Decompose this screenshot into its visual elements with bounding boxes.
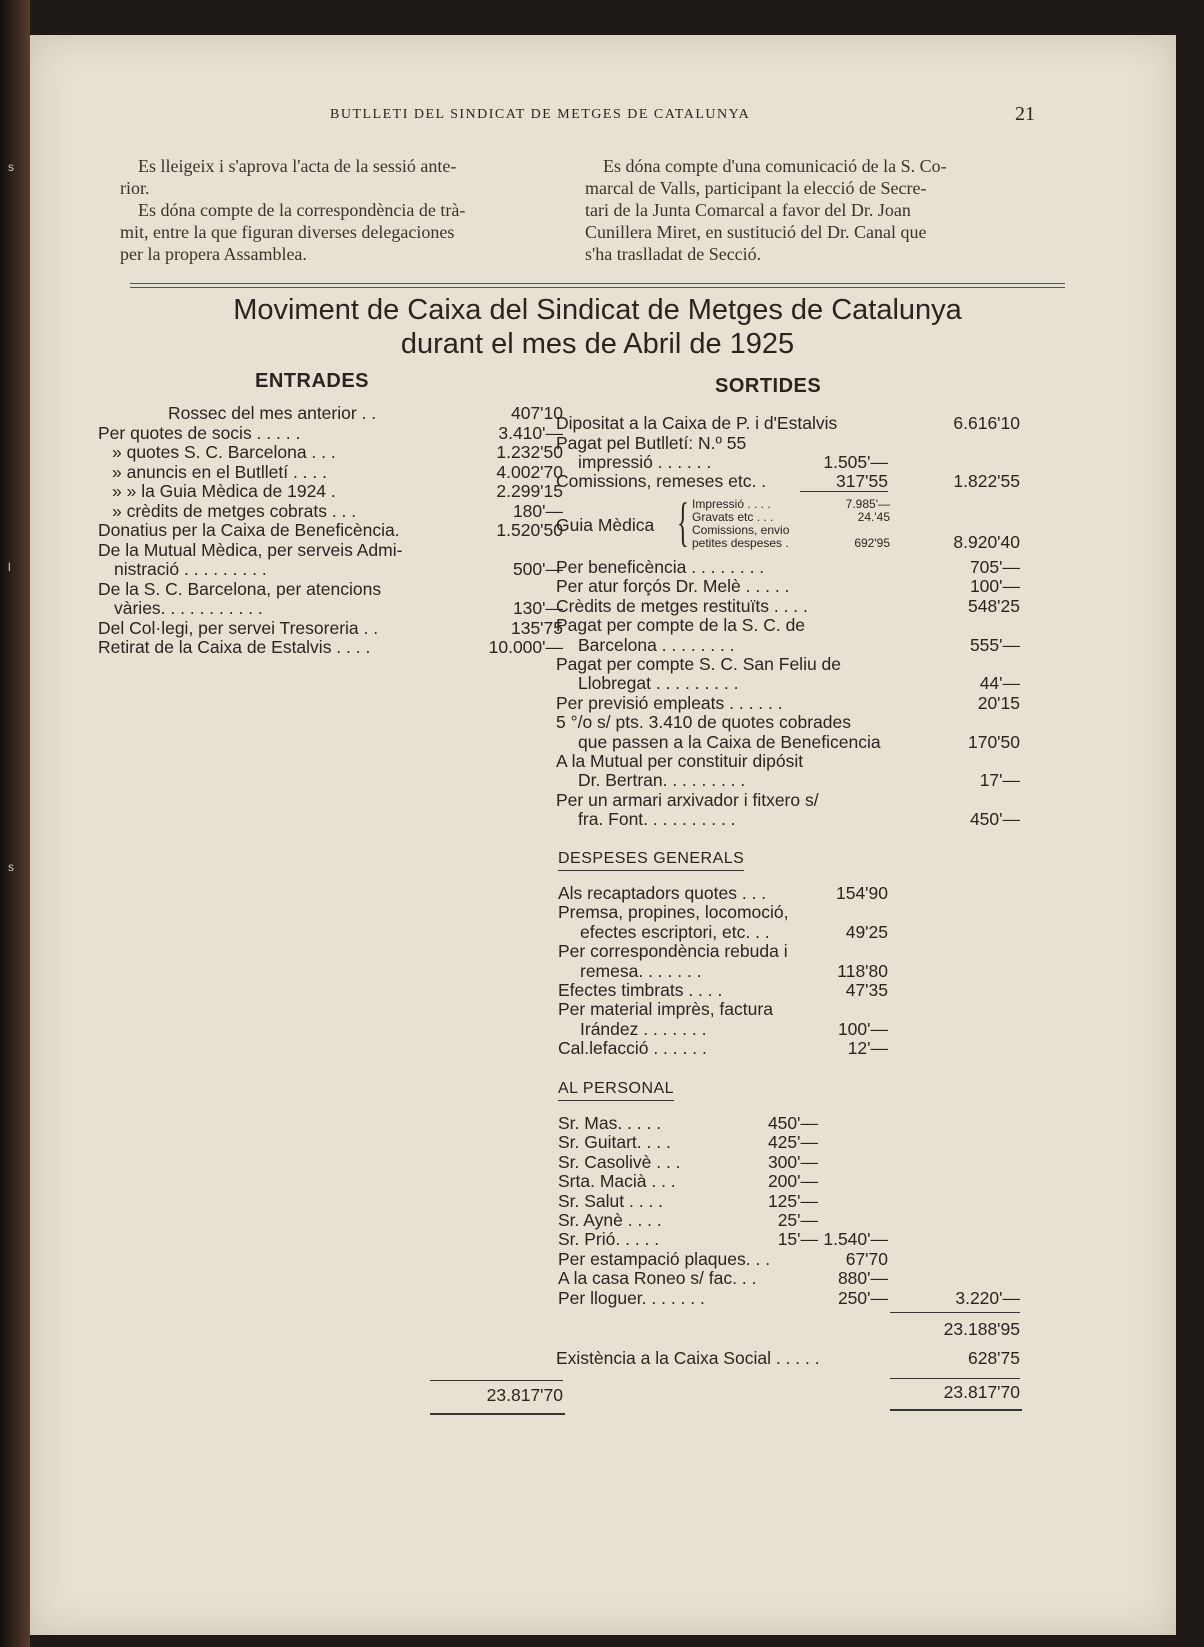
sortides-total: 23.817'70 bbox=[890, 1378, 1020, 1402]
despesa-label: Premsa, propines, locomoció, bbox=[558, 902, 789, 923]
entrada-label: Per quotes de socis . . . . . bbox=[98, 422, 301, 443]
divider-rule bbox=[130, 287, 1065, 288]
despesa-amount: 154'90 bbox=[835, 883, 888, 903]
sortida-label: Per un armari arxivador i fitxero s/ bbox=[556, 789, 819, 810]
book-binding bbox=[0, 0, 30, 1647]
personal-label: Sr. Guitart. . . . bbox=[558, 1132, 671, 1153]
sortida-label: A la Mutual per constituir dipósit bbox=[556, 751, 804, 771]
sortida-label: Per beneficència . . . . . . . . bbox=[556, 557, 765, 577]
entrada-amount: 130'— bbox=[512, 598, 563, 618]
entrada-label: Del Col·legi, per servei Tresoreria . . bbox=[98, 617, 379, 638]
total-rule bbox=[430, 1413, 565, 1415]
sortida-label: Per previsió empleats . . . . . . bbox=[556, 692, 783, 713]
personal-heading: AL PERSONAL bbox=[558, 1080, 674, 1101]
entrada-amount: 4.002'70 bbox=[496, 461, 563, 482]
despesa-amount: 49'25 bbox=[845, 921, 888, 942]
guia-item-amount: 692'95 bbox=[854, 536, 890, 550]
despesa-amount: 12'— bbox=[847, 1038, 888, 1059]
spine-fragment: s bbox=[8, 160, 14, 174]
entrada-amount: 500'— bbox=[512, 559, 563, 579]
sortida-label: Dr. Bertran. . . . . . . . . bbox=[578, 770, 746, 791]
despesa-label: Als recaptadors quotes . . . bbox=[558, 883, 767, 903]
personal-extra-mid: 67'70 bbox=[845, 1248, 888, 1269]
despesa-amount: 100'— bbox=[837, 1018, 888, 1039]
sortida-amount: 555'— bbox=[969, 634, 1020, 655]
entrada-label: » anuncis en el Butlletí . . . . bbox=[112, 461, 327, 482]
despesa-amount: 118'80 bbox=[837, 960, 888, 981]
entrada-amount: 2.299'15 bbox=[496, 481, 563, 501]
personal-extra-label: A la casa Roneo s/ fac. . . bbox=[558, 1268, 757, 1289]
sortida-amount: 1.822'55 bbox=[953, 471, 1020, 491]
despesa-label: remesa. . . . . . . bbox=[580, 960, 702, 981]
entrades-total: 23.817'70 bbox=[430, 1380, 563, 1405]
entrada-amount: 3.410'— bbox=[498, 422, 563, 443]
sortides-heading: SORTIDES bbox=[715, 375, 822, 397]
page-title: Moviment de Caixa del Sindicat de Metges de Catalunya durant el mes de Abril de 1925 bbox=[233, 294, 962, 360]
personal-extra-label: Per lloguer. . . . . . . bbox=[558, 1287, 705, 1308]
personal-amount: 300'— bbox=[767, 1151, 818, 1172]
sortida-amount: 44'— bbox=[979, 673, 1020, 694]
sortida-label: que passen a la Caixa de Beneficencia bbox=[578, 731, 881, 752]
despeses-heading: DESPESES GENERALS bbox=[558, 850, 744, 871]
total-rule bbox=[890, 1409, 1022, 1411]
personal-amount: 15'— bbox=[777, 1229, 818, 1250]
sortida-amount: 170'50 bbox=[967, 731, 1020, 752]
personal-extra-mid: 250'— bbox=[837, 1287, 888, 1308]
personal-label: Sr. Aynè . . . . bbox=[558, 1210, 662, 1230]
personal-label: Srta. Macià . . . bbox=[558, 1171, 676, 1192]
sortida-label: fra. Font. . . . . . . . . . bbox=[578, 809, 736, 830]
subtotal: 23.188'95 bbox=[943, 1319, 1020, 1339]
running-header: BUTLLETI DEL SINDICAT DE METGES DE CATALUNYA bbox=[330, 107, 751, 122]
entrada-label: nistració . . . . . . . . . bbox=[114, 559, 267, 579]
entrada-label: Retirat de la Caixa de Estalvis . . . . bbox=[98, 637, 371, 657]
guia-item: Gravats etc . . . bbox=[692, 510, 774, 524]
sortida-label: Crèdits de metges restituïts . . . . bbox=[556, 595, 808, 616]
entrada-label: Donatius per la Caixa de Beneficència. bbox=[98, 520, 400, 540]
despesa-amount: 47'35 bbox=[845, 980, 888, 1000]
guia-item: Impressió . . . . bbox=[692, 497, 771, 511]
sortida-amount: 450'— bbox=[969, 809, 1020, 830]
entrades-heading: ENTRADES bbox=[255, 370, 370, 392]
entrada-label: » quotes S. C. Barcelona . . . bbox=[112, 442, 336, 462]
divider-rule bbox=[130, 283, 1065, 284]
sortida-label: Comissions, remeses etc. . bbox=[556, 471, 767, 491]
sortida-label: 5 °/o s/ pts. 3.410 de quotes cobrades bbox=[556, 712, 851, 733]
entrada-amount: 1.232'50 bbox=[496, 442, 563, 462]
entrada-label: vàries. . . . . . . . . . . bbox=[114, 598, 263, 618]
sortida-label: Pagat per compte de la S. C. de bbox=[556, 615, 806, 636]
sortida-mid: 1.505'— bbox=[823, 452, 888, 472]
spine-fragment: l bbox=[8, 560, 11, 574]
personal-amount: 25'— bbox=[777, 1210, 818, 1230]
despesa-label: Irández . . . . . . . bbox=[580, 1018, 707, 1039]
personal-amount: 125'— bbox=[767, 1190, 818, 1211]
personal-extra-amount: 3.220'— bbox=[955, 1287, 1020, 1308]
personal-label: Sr. Salut . . . . bbox=[558, 1190, 664, 1211]
sortida-amount: 705'— bbox=[969, 557, 1020, 577]
guia-item-amount: 7.985'— bbox=[845, 497, 890, 511]
sortida-label: impressió . . . . . . bbox=[578, 452, 712, 472]
entrada-label: De la S. C. Barcelona, per atencions bbox=[98, 578, 382, 599]
entrada-amount: 180'— bbox=[512, 500, 563, 521]
sortida-label: Llobregat . . . . . . . . . bbox=[578, 673, 739, 694]
sortida-amount: 548'25 bbox=[967, 595, 1020, 616]
personal-label: Sr. Casolivè . . . bbox=[558, 1151, 681, 1172]
intro-left: Es lleigeix i s'aprova l'acta de la sessió ante- rior. Es dóna compte de la correspondència de trà- mit, entre la que figuran diverses delegaciones per la propera Assamblea. bbox=[120, 156, 466, 264]
sortida-label: Per atur forçós Dr. Melè . . . . . bbox=[556, 576, 790, 597]
entrada-amount: 1.520'50 bbox=[496, 520, 563, 540]
existencia-label: Existència a la Caixa Social . . . . . bbox=[556, 1348, 820, 1368]
sortida-label: Barcelona . . . . . . . . bbox=[578, 634, 735, 655]
entrada-label: » crèdits de metges cobrats . . . bbox=[112, 500, 357, 521]
document-page bbox=[30, 35, 1176, 1635]
entrada-label: De la Mutual Mèdica, per serveis Admi- bbox=[98, 539, 403, 560]
personal-amount: 450'— bbox=[767, 1113, 818, 1133]
entrada-amount: 135'75 bbox=[510, 617, 563, 638]
sortida-label: Pagat pel Butlletí: N.º 55 bbox=[556, 433, 747, 453]
personal-extra-label: Per estampació plaques. . . bbox=[558, 1248, 771, 1269]
guia-amount: 8.920'40 bbox=[953, 532, 1020, 552]
existencia-amount: 628'75 bbox=[967, 1348, 1020, 1368]
page-number: 21 bbox=[1015, 103, 1035, 125]
entrada-label: » » la Guia Mèdica de 1924 . bbox=[112, 481, 336, 501]
personal-extra-mid: 880'— bbox=[837, 1268, 888, 1289]
sortida-amount: 20'15 bbox=[977, 692, 1020, 713]
despesa-label: Per correspondència rebuda i bbox=[558, 941, 788, 962]
entrada-amount: 407'10 bbox=[510, 403, 563, 423]
entrada-amount: 10.000'— bbox=[488, 637, 563, 657]
despesa-label: Per material imprès, factura bbox=[558, 999, 773, 1020]
entrada-label: Rossec del mes anterior . . bbox=[168, 403, 377, 423]
intro-right: Es dóna compte d'una comunicació de la S. Co- marcal de Valls, participant la elecció de Secre- tari de la Junta Comarcal a favor del Dr. Joan Cunillera Miret, en sustitució del Dr. Canal que s'ha traslladat de Secció. bbox=[585, 156, 947, 264]
guia-item-amount: 24.'45 bbox=[857, 510, 890, 524]
sortida-amount: 6.616'10 bbox=[953, 413, 1020, 433]
personal-amount: 425'— bbox=[767, 1132, 818, 1153]
sortida-label: Pagat per compte S. C. San Feliu de bbox=[556, 654, 842, 674]
guia-item: petites despeses . bbox=[692, 536, 789, 550]
sortida-amount: 17'— bbox=[979, 770, 1020, 791]
guia-item: Comissions, envio bbox=[692, 523, 790, 537]
sortida-label: Dipositat a la Caixa de P. i d'Estalvis bbox=[556, 413, 838, 433]
personal-amount: 200'— bbox=[767, 1171, 818, 1192]
spine-fragment: s bbox=[8, 860, 14, 874]
personal-subtotal: 1.540'— bbox=[823, 1229, 888, 1250]
personal-label: Sr. Mas. . . . . bbox=[558, 1113, 662, 1133]
personal-label: Sr. Prió. . . . . bbox=[558, 1229, 660, 1250]
despesa-label: efectes escriptori, etc. . . bbox=[580, 921, 770, 942]
sortida-mid: 317'55 bbox=[800, 471, 888, 492]
brace: { bbox=[677, 492, 689, 552]
despesa-label: Efectes timbrats . . . . bbox=[558, 980, 723, 1000]
guia-label: Guia Mèdica bbox=[556, 515, 655, 535]
sortida-amount: 100'— bbox=[969, 576, 1020, 597]
despesa-label: Cal.lefacció . . . . . . bbox=[558, 1038, 707, 1059]
subtotal-rule bbox=[890, 1312, 1020, 1313]
